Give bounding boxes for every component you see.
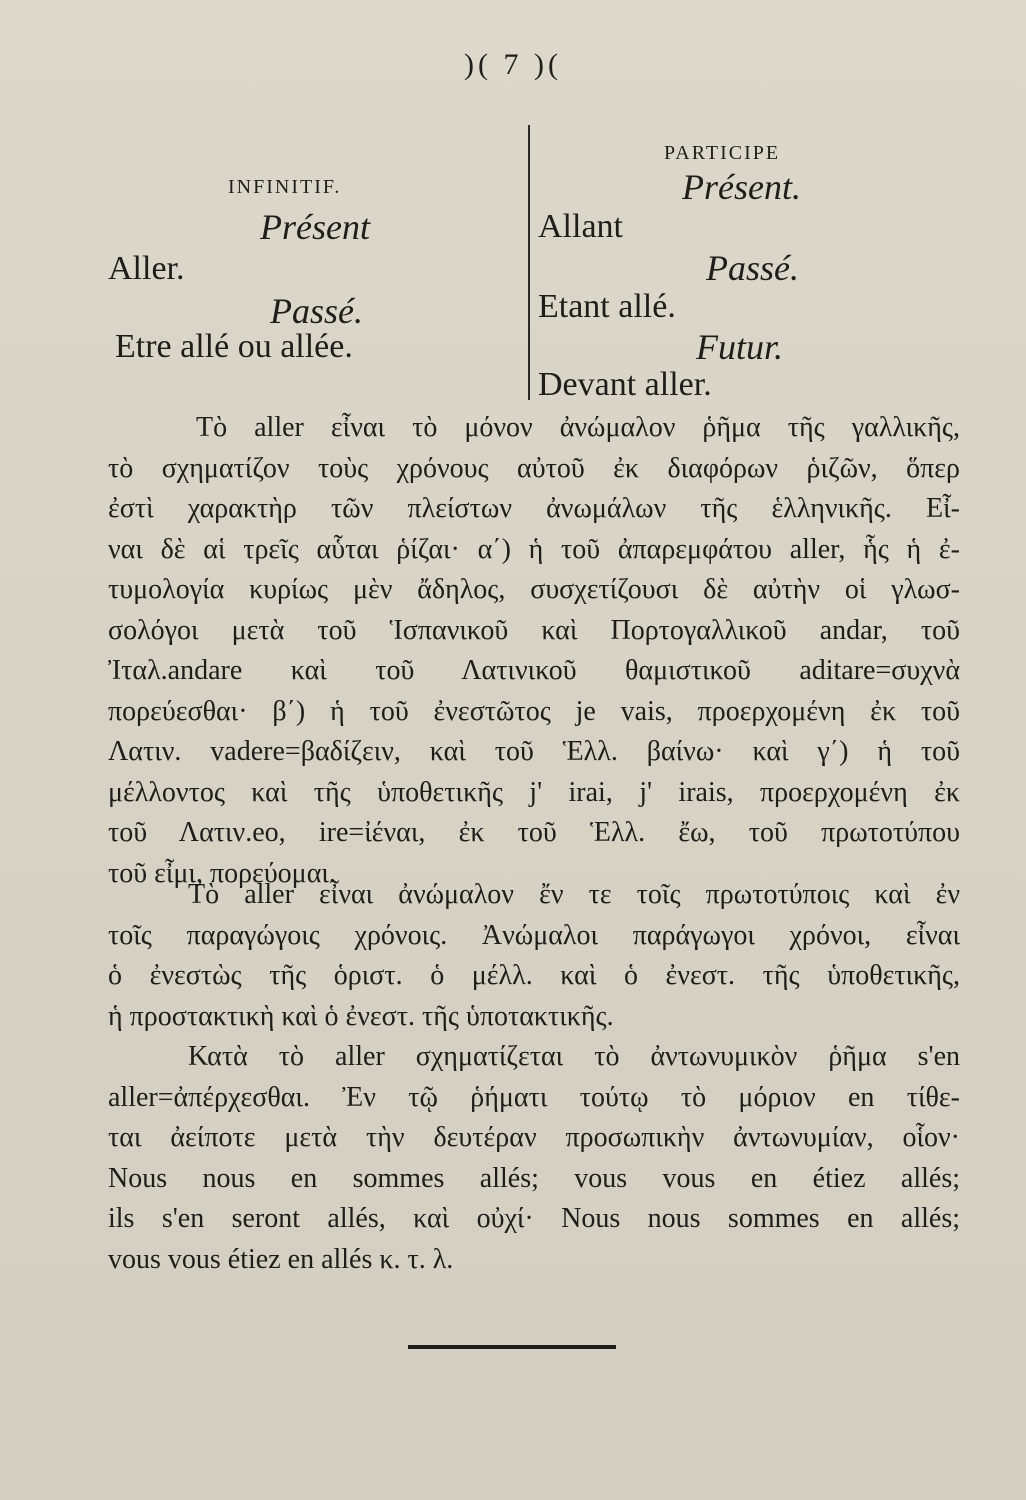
- paragraph-3-line: Nous nous en sommes allés; vous vous en étiez allés;: [108, 1162, 960, 1194]
- participle-future-form: Devant aller.: [538, 366, 712, 403]
- participle-present-label: Présent.: [682, 167, 801, 207]
- infinitive-present-label: Présent: [260, 207, 370, 247]
- infinitive-past-label: Passé.: [270, 291, 363, 331]
- paragraph-3-line: ils s'en seront allés, καὶ οὐχί· Nous nous sommes en allés;: [108, 1203, 960, 1234]
- paragraph-2-line: Τὸ aller εἶναι ἀνώμαλον ἔν τε τοῖς πρωτοτύποις καὶ ἐν: [188, 879, 960, 910]
- paragraph-1-line: τοῦ Λατιν.eo, ire=ἰέναι, ἐκ τοῦ Ἑλλ. ἔω, τοῦ πρωτοτύπου: [108, 817, 960, 848]
- infinitive-past-form: Etre allé ou allée.: [115, 328, 353, 365]
- paragraph-3-line: aller=ἀπέρχεσθαι. Ἐν τῷ ῥήματι τούτῳ τὸ μόριον en τίθε-: [108, 1081, 960, 1113]
- paragraph-1-line: ἐστὶ χαρακτὴρ τῶν πλείστων ἀνωμάλων τῆς ἑλληνικῆς. Εἶ-: [108, 493, 960, 524]
- paragraph-3-line: ται ἀείποτε μετὰ τὴν δευτέραν προσωπικὴν ἀντωνυμίαν, οἷον·: [108, 1122, 960, 1153]
- paragraph-1-line: τὸ σχηματίζον τοὺς χρόνους αὐτοῦ ἐκ διαφόρων ῥιζῶν, ὅπερ: [108, 452, 960, 484]
- infinitive-present-form: Aller.: [108, 250, 185, 287]
- paragraph-1-line: μέλλοντος καὶ τῆς ὑποθετικῆς j' irai, j' irais, προερχομένη ἐκ: [108, 776, 960, 808]
- participle-present-form: Allant: [538, 208, 623, 245]
- paragraph-2-line: τοῖς παραγώγοις χρόνοις. Ἀνώμαλοι παράγωγοι χρόνοι, εἶναι: [108, 919, 960, 951]
- paragraph-1-line: πορεύεσθαι· β΄) ἡ τοῦ ἐνεστῶτος je vais, προερχομένη ἐκ τοῦ: [108, 695, 960, 727]
- paragraph-1: [108, 408, 960, 894]
- participle-heading: PARTICIPE: [664, 142, 781, 164]
- participle-future-label: Futur.: [696, 327, 784, 367]
- column-divider: [528, 125, 530, 400]
- paragraph-1-line: Ἰταλ.andare καὶ τοῦ Λατινικοῦ θαμιστικοῦ aditare=συχνὰ: [108, 655, 960, 686]
- paragraph-1-line: Λατιν. vadere=βαδίζειν, καὶ τοῦ Ἑλλ. βαίνω· καὶ γ΄) ἡ τοῦ: [108, 736, 960, 767]
- paragraph-3-line: vous vous étiez en allés κ. τ. λ.: [108, 1243, 454, 1275]
- paragraph-2-line: ὁ ἐνεστὼς τῆς ὁριστ. ὁ μέλλ. καὶ ὁ ἐνεστ. τῆς ὑποθετικῆς,: [108, 960, 960, 991]
- paragraph-1-line: τοῦ εἶμι, πορεύομαι.: [108, 857, 336, 889]
- participle-past-form: Etant allé.: [538, 288, 676, 325]
- page-number: )( 7 )(: [464, 48, 562, 81]
- paragraph-2: [108, 875, 960, 1037]
- paragraph-2-line: ἡ προστακτικὴ καὶ ὁ ἐνεστ. τῆς ὑποτακτικῆς.: [108, 1000, 614, 1032]
- paragraph-1-line: Τὸ aller εἶναι τὸ μόνον ἀνώμαλον ῥῆμα τῆς γαλλικῆς,: [196, 412, 960, 443]
- paragraph-1-line: τυμολογία κυρίως μὲν ἄδηλος, συσχετίζουσι δὲ αὐτὴν οἱ γλωσ-: [108, 574, 960, 605]
- paragraph-1-line: ναι δὲ αἱ τρεῖς αὗται ῥίζαι· α΄) ἡ τοῦ ἀπαρεμφάτου aller, ἧς ἡ ἐ-: [108, 533, 960, 565]
- participle-past-label: Passé.: [706, 248, 799, 288]
- paragraph-1-line: σολόγοι μετὰ τοῦ Ἱσπανικοῦ καὶ Πορτογαλλικοῦ andar, τοῦ: [108, 614, 960, 646]
- closing-rule: [408, 1345, 616, 1349]
- paragraph-3: [108, 1037, 960, 1280]
- paragraph-3-line: Κατὰ τὸ aller σχηματίζεται τὸ ἀντωνυμικὸν ῥῆμα s'en: [188, 1041, 960, 1072]
- infinitive-heading: INFINITIF.: [228, 176, 342, 198]
